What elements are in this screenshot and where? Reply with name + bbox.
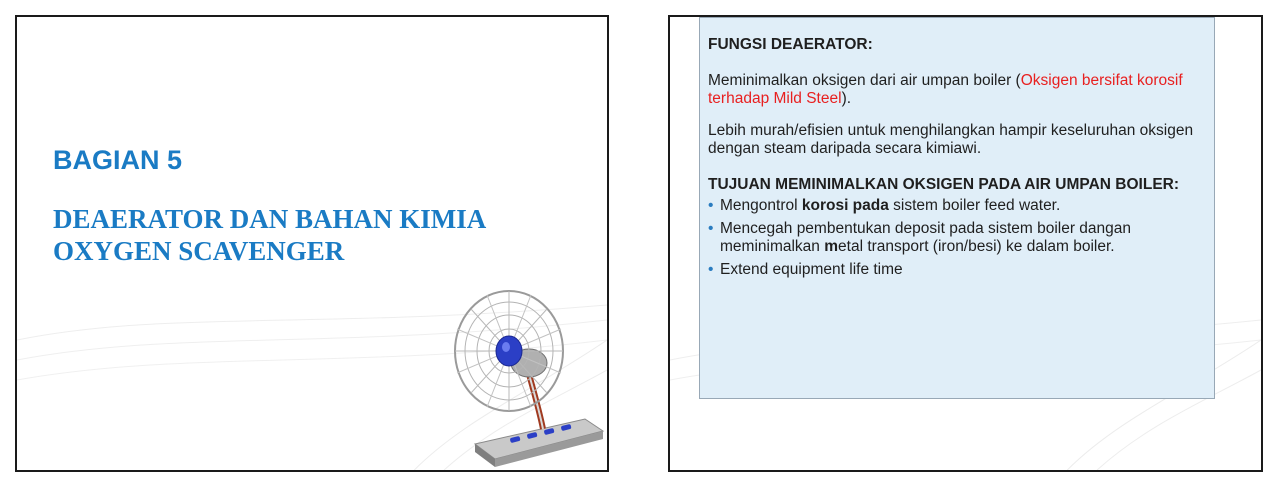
bullet-1-text-post: sistem boiler feed water. — [888, 197, 1061, 214]
section-heading: BAGIAN 5 — [53, 145, 183, 175]
bullet-1-text-pre: Mengontrol — [720, 197, 802, 214]
slide-title-line-2: OXYGEN SCAVENGER — [53, 236, 345, 266]
bullet-item-2 — [708, 220, 1206, 256]
bullet-item-3: • Extend equipment life time — [708, 261, 1206, 279]
slide-2 — [668, 15, 1263, 472]
slide-1 — [15, 15, 609, 472]
purpose-subheading: TUJUAN MEMINIMALKAN OKSIGEN PADA AIR UMPAN BOILER: — [708, 176, 1180, 193]
bullet-2-text-post: etal transport (iron/besi) ke dalam boiler. — [838, 238, 1115, 255]
function-paragraph-1 — [708, 72, 1206, 108]
bullet-item-1 — [708, 197, 1206, 215]
content-textbox — [699, 17, 1215, 399]
bullet-2-text-pre: Mencegah pembentukan deposit pada sistem boiler dangan meminimalkan — [720, 220, 1132, 255]
bullet-1-text-bold: korosi pada — [801, 197, 889, 214]
slide-title-line-1: DEAERATOR DAN BAHAN KIMIA — [53, 204, 487, 234]
function-heading: FUNGSI DEAERATOR: — [708, 36, 873, 53]
paragraph-1-highlight: Oksigen bersifat korosif terhadap Mild Steel — [708, 72, 1183, 107]
function-paragraph-2: Lebih murah/efisien untuk menghilangkan hampir keseluruhan oksigen dengan steam daripada secara kimiawi. — [708, 122, 1194, 157]
slide-title — [53, 203, 486, 267]
paragraph-1-end: ). — [841, 90, 852, 107]
purpose-bullet-list — [708, 197, 1206, 279]
bullet-2-text-bold: m — [824, 238, 839, 255]
paragraph-1-text: Meminimalkan oksigen dari air umpan boiler ( — [708, 72, 1021, 89]
electric-fan-image — [435, 279, 605, 469]
